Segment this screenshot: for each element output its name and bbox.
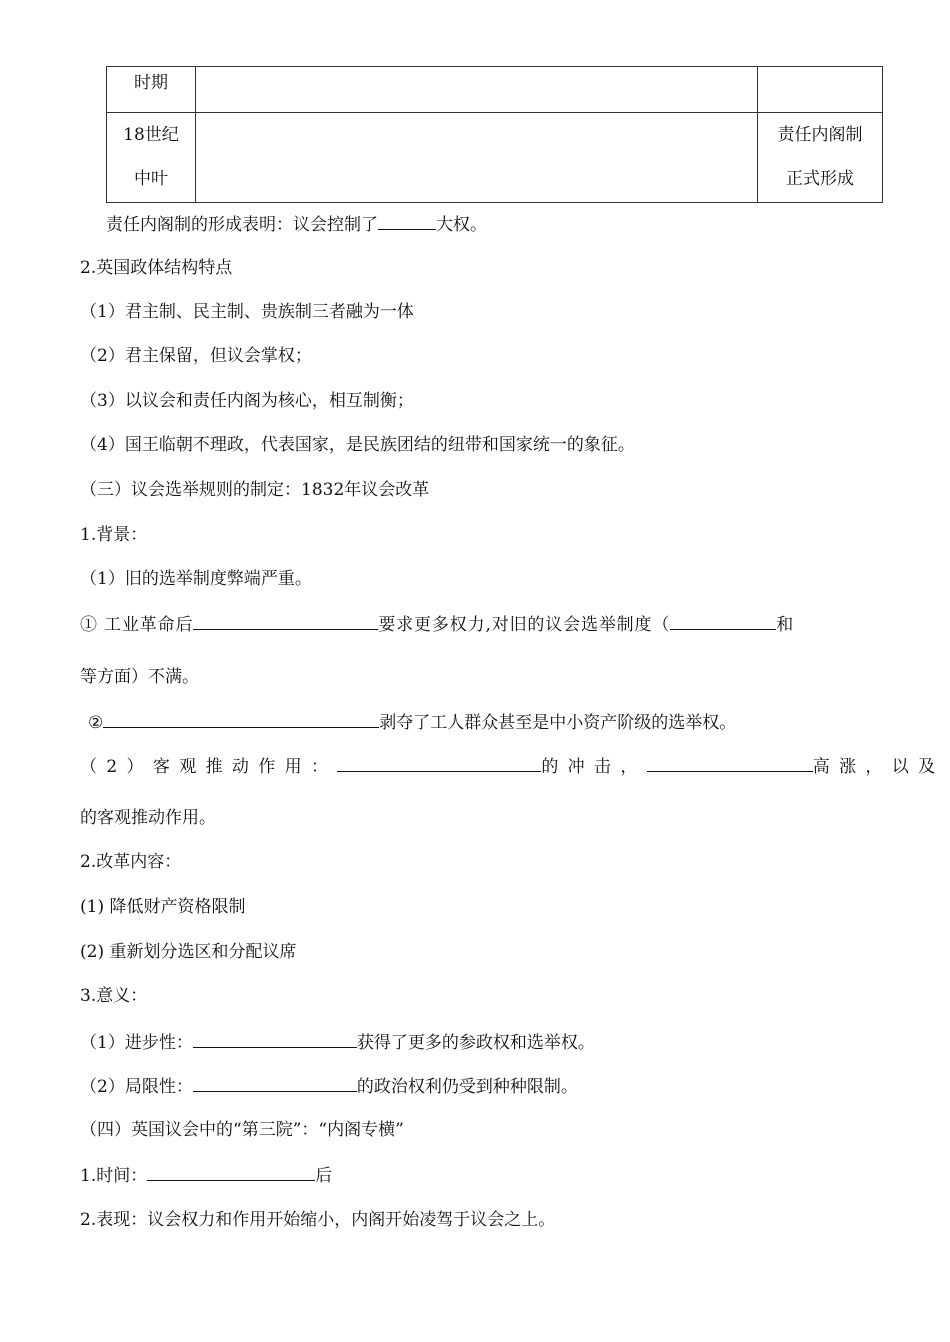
result-line-2: 正式形成 <box>786 169 854 189</box>
fill-blank-line: ① 工业革命后 要求更多权力,对旧的议会选举制度（ 和 <box>80 611 794 637</box>
list-item-continuation: 的客观推动作用。 <box>80 808 216 828</box>
fill-blank-line: 1.时间： 后 <box>80 1162 332 1188</box>
answer-blank[interactable] <box>647 753 813 772</box>
table-cell-result <box>758 113 883 203</box>
list-item: （1）君主制、民主制、贵族制三者融为一体 <box>80 302 414 322</box>
history-table <box>106 66 883 203</box>
answer-blank[interactable] <box>337 753 541 772</box>
answer-blank[interactable] <box>193 1029 357 1048</box>
table-cell-period-label: 时期 <box>107 67 196 113</box>
section-heading: 2.改革内容： <box>80 852 182 872</box>
list-item-continuation: 等方面）不满。 <box>80 667 199 687</box>
table-row <box>107 67 883 113</box>
fill-blank-line: （2）客观推动作用： 的冲击， 高涨，以及 <box>80 753 944 779</box>
period-line-1: 18世纪 <box>123 125 179 145</box>
answer-blank[interactable] <box>103 709 379 728</box>
answer-blank[interactable] <box>147 1162 315 1181</box>
fill-blank-line: （2）局限性： 的政治权利仍受到种种限制。 <box>80 1073 578 1099</box>
list-item: （2）君主保留，但议会掌权； <box>80 346 312 366</box>
fill-blank-line: ② 剥夺了工人群众甚至是中小资产阶级的选举权。 <box>88 709 736 735</box>
answer-blank[interactable] <box>670 611 776 630</box>
answer-blank[interactable] <box>193 611 378 630</box>
list-item: 2.表现：议会权力和作用开始缩小，内阁开始凌驾于议会之上。 <box>80 1210 556 1230</box>
section-heading: 2.英国政体结构特点 <box>80 258 233 278</box>
list-item: (2) 重新划分选区和分配议席 <box>80 942 297 962</box>
part-heading: （三）议会选举规则的制定：1832年议会改革 <box>80 480 430 500</box>
part-heading: （四）英国议会中的“第三院”：“内阁专横” <box>80 1120 404 1140</box>
table-cell-content <box>196 67 758 113</box>
table-cell-period <box>107 113 196 203</box>
answer-blank[interactable] <box>378 211 436 230</box>
period-line-2: 中叶 <box>134 169 168 189</box>
table-cell-result <box>758 67 883 113</box>
fill-blank-line: （1）进步性： 获得了更多的参政权和选举权。 <box>80 1029 595 1055</box>
section-heading: 1.背景： <box>80 525 148 545</box>
list-item: （1）旧的选举制度弊端严重。 <box>80 569 312 589</box>
list-item: (1) 降低财产资格限制 <box>80 897 246 917</box>
table-cell-content <box>196 113 758 203</box>
table-row <box>107 113 883 203</box>
result-line-1: 责任内阁制 <box>777 125 863 145</box>
section-heading: 3.意义： <box>80 986 148 1006</box>
list-item: （4）国王临朝不理政，代表国家，是民族团结的纽带和国家统一的象征。 <box>80 435 635 455</box>
list-item: （3）以议会和责任内阁为核心，相互制衡； <box>80 391 414 411</box>
answer-blank[interactable] <box>193 1073 357 1092</box>
conclusion-line: 责任内阁制的形成表明：议会控制了 大权。 <box>106 211 487 237</box>
